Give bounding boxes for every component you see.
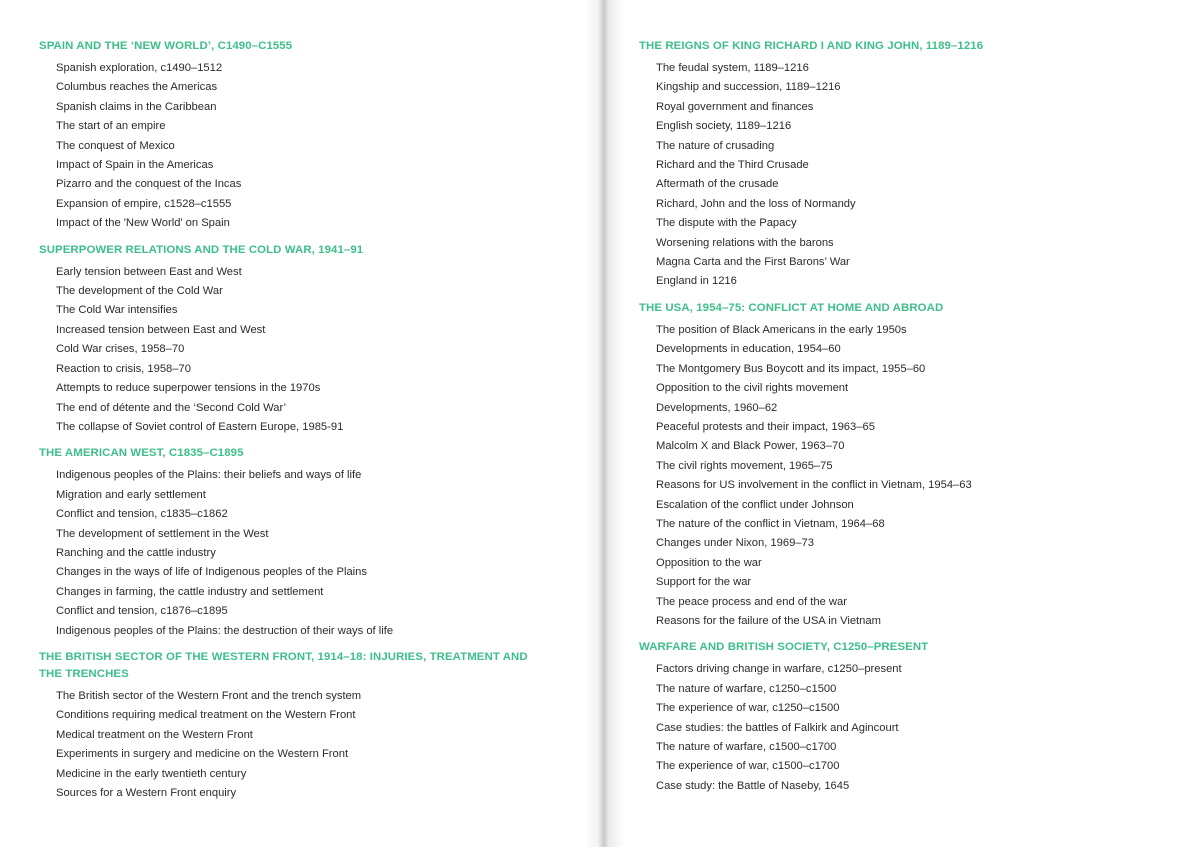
topic-item: Changes under Nixon, 1969–73 (656, 537, 814, 550)
topic-section (39, 38, 549, 234)
topic-item: Impact of Spain in the Americas (56, 159, 214, 172)
topic-item: Aftermath of the crusade (656, 178, 779, 191)
topic-item: Factors driving change in warfare, c1250–present (656, 663, 902, 676)
topic-item: Cold War crises, 1958–70 (56, 343, 185, 356)
topic-item: Developments, 1960–62 (656, 401, 778, 414)
page-gutter-shadow (584, 0, 624, 847)
topic-item: Case study: the Battle of Naseby, 1645 (656, 779, 850, 792)
topic-item: Spanish claims in the Caribbean (56, 100, 217, 113)
topic-list (39, 263, 549, 438)
topic-item: Developments in education, 1954–60 (656, 343, 841, 356)
topic-item: The nature of crusading (656, 139, 775, 152)
topic-item: The peace process and end of the war (656, 595, 847, 608)
topic-item: Columbus reaches the Americas (56, 81, 218, 94)
section-heading: WARFARE AND BRITISH SOCIETY, C1250–PRESENT (639, 641, 929, 654)
section-heading: SUPERPOWER RELATIONS AND THE COLD WAR, 1941–91 (39, 243, 364, 256)
section-heading: THE BRITISH SECTOR OF THE WESTERN FRONT, 1914–18: INJURIES, TREATMENT AND THE TRENCHES (39, 650, 528, 680)
topic-item: The nature of warfare, c1500–c1700 (656, 741, 837, 753)
topic-item: The British sector of the Western Front and the trench system (56, 689, 362, 702)
topic-item: Royal government and finances (656, 100, 814, 113)
topic-list (639, 660, 1159, 796)
topic-item: The feudal system, 1189–1216 (656, 62, 809, 74)
topic-item: Reaction to crisis, 1958–70 (56, 362, 191, 375)
topic-section (39, 445, 549, 641)
topic-item: The position of Black Americans in the early 1950s (656, 323, 907, 336)
topic-item: Conflict and tension, c1835–c1862 (56, 508, 228, 521)
topic-item: Case studies: the battles of Falkirk and Agincourt (656, 721, 899, 734)
topic-item: The end of détente and the ‘Second Cold War’ (56, 401, 287, 414)
topic-item: Indigenous peoples of the Plains: the destruction of their ways of life (56, 624, 394, 637)
topic-item: The dispute with the Papacy (656, 217, 797, 230)
topic-item: Escalation of the conflict under Johnson (656, 498, 854, 511)
topic-list (39, 687, 549, 803)
section-heading: THE USA, 1954–75: CONFLICT AT HOME AND ABROAD (639, 301, 944, 314)
topic-item: Reasons for the failure of the USA in Vietnam (656, 614, 881, 627)
topic-item: Opposition to the war (656, 556, 762, 569)
topic-list (39, 59, 549, 234)
topic-section (39, 242, 549, 438)
topic-item: Medical treatment on the Western Front (56, 728, 253, 741)
topic-item: English society, 1189–1216 (656, 120, 792, 133)
topic-item: The conquest of Mexico (56, 139, 175, 152)
right-page (639, 38, 1159, 796)
topic-section (639, 639, 1159, 796)
topic-item: The experience of war, c1250–c1500 (656, 702, 840, 715)
topic-item: Conflict and tension, c1876–c1895 (56, 605, 228, 618)
section-heading: SPAIN AND THE ‘NEW WORLD’, C1490–C1555 (39, 40, 293, 52)
topic-item: Increased tension between East and West (56, 323, 266, 336)
topic-item: Ranching and the cattle industry (56, 546, 216, 559)
topic-item: Worsening relations with the barons (656, 236, 834, 249)
section-heading: THE AMERICAN WEST, C1835–C1895 (39, 447, 244, 460)
topic-item: The civil rights movement, 1965–75 (656, 459, 833, 472)
left-page (39, 38, 549, 803)
topic-item: Magna Carta and the First Barons’ War (656, 256, 850, 269)
topic-item: The development of settlement in the West (56, 527, 269, 540)
topic-item: Peaceful protests and their impact, 1963–65 (656, 420, 875, 433)
topic-item: Kingship and succession, 1189–1216 (656, 81, 841, 94)
topic-item: Changes in farming, the cattle industry and settlement (56, 585, 324, 598)
topic-item: The start of an empire (56, 120, 166, 133)
topic-item: Richard and the Third Crusade (656, 159, 809, 172)
topic-item: Early tension between East and West (56, 265, 242, 278)
topic-item: The nature of the conflict in Vietnam, 1964–68 (656, 517, 885, 530)
topic-item: Support for the war (656, 576, 752, 589)
topic-section (39, 649, 549, 803)
topic-item: Migration and early settlement (56, 488, 206, 501)
topic-item: Conditions requiring medical treatment on the Western Front (56, 709, 356, 722)
topic-item: The collapse of Soviet control of Eastern Europe, 1985-91 (56, 420, 344, 433)
topic-item: Opposition to the civil rights movement (656, 382, 849, 395)
topic-list (639, 59, 1159, 292)
topic-item: The experience of war, c1500–c1700 (656, 760, 840, 773)
topic-item: Reasons for US involvement in the conflict in Vietnam, 1954–63 (656, 479, 972, 492)
topic-item: England in 1216 (656, 275, 737, 288)
topic-item: Spanish exploration, c1490–1512 (56, 62, 223, 74)
topic-section (639, 300, 1159, 632)
topic-item: The Cold War intensifies (56, 304, 178, 317)
topic-item: Indigenous peoples of the Plains: their beliefs and ways of life (56, 469, 362, 482)
topic-item: Impact of the 'New World' on Spain (56, 217, 230, 230)
topic-item: Richard, John and the loss of Normandy (656, 197, 856, 210)
topic-list (639, 321, 1159, 632)
topic-list (39, 466, 549, 641)
topic-item: Malcolm X and Black Power, 1963–70 (656, 440, 845, 453)
topic-item: Experiments in surgery and medicine on the Western Front (56, 748, 349, 761)
topic-item: Expansion of empire, c1528–c1555 (56, 197, 232, 210)
section-heading: THE REIGNS OF KING RICHARD I AND KING JOHN, 1189–1216 (639, 40, 984, 52)
topic-section (639, 38, 1159, 292)
topic-item: Sources for a Western Front enquiry (56, 787, 237, 799)
topic-item: Pizarro and the conquest of the Incas (56, 178, 242, 191)
topic-item: The nature of warfare, c1250–c1500 (656, 682, 837, 695)
topic-item: Attempts to reduce superpower tensions in the 1970s (56, 382, 321, 395)
topic-item: Changes in the ways of life of Indigenous peoples of the Plains (56, 566, 367, 579)
topic-item: The development of the Cold War (56, 285, 223, 298)
topic-item: The Montgomery Bus Boycott and its impact, 1955–60 (656, 362, 926, 375)
topic-item: Medicine in the early twentieth century (56, 767, 247, 780)
